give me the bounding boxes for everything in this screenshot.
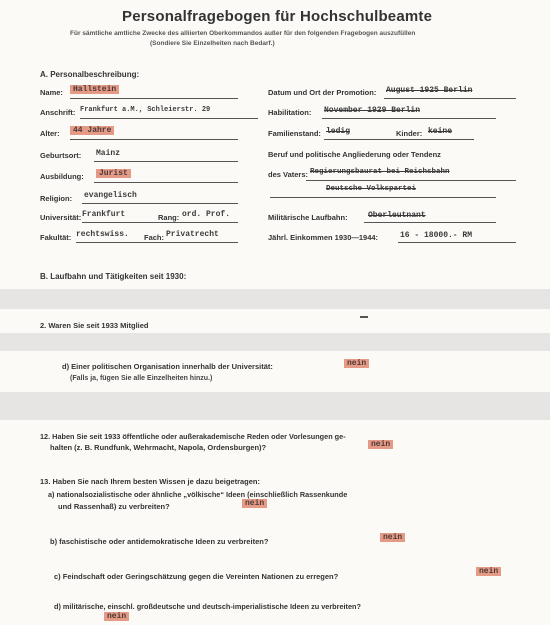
university-label: Universität: — [40, 213, 82, 222]
question-13c-answer: nein — [476, 567, 501, 576]
university-value: Frankfurt — [82, 210, 126, 219]
form-title: Personalfragebogen für Hochschulbeamte — [122, 8, 433, 25]
address-label: Anschrift: — [40, 108, 76, 117]
income-label: Jährl. Einkommen 1930—1944: — [268, 233, 379, 242]
age-label: Alter: — [40, 129, 60, 138]
father-label: des Vaters: — [268, 170, 309, 179]
question-13a-answer: nein — [242, 499, 267, 508]
question-13a-text-line2: und Rassenhaß) zu verbreiten? — [58, 502, 170, 511]
marital-status-label: Familienstand: — [268, 129, 321, 138]
question-13a-text-line1: a) nationalsozialistische oder ähnliche „völkische“ Ideen (einschließlich Rassenkunde — [48, 490, 348, 499]
question-13d-answer: nein — [104, 612, 129, 621]
education-label: Ausbildung: — [40, 172, 84, 181]
children-value: keine — [428, 127, 453, 136]
question-12-text-line2: halten (z. B. Rundfunk, Wehrmacht, Napola, Ordensburgen)? — [50, 443, 267, 452]
faculty-label: Fakultät: — [40, 233, 72, 242]
religion-label: Religion: — [40, 194, 73, 203]
faculty-value: rechtswiss. — [76, 230, 129, 239]
religion-value: evangelisch — [84, 191, 137, 200]
father-party-value: Deutsche Volkspartei — [326, 185, 417, 193]
question-d-note: (Falls ja, fügen Sie alle Einzelheiten hinzu.) — [70, 375, 213, 382]
name-value: Hallstein — [70, 85, 119, 94]
habilitation-label: Habilitation: — [268, 108, 312, 117]
name-label: Name: — [40, 88, 63, 97]
question-12-text-line1: 12. Haben Sie seit 1933 öffentliche oder außerakademische Reden oder Vorlesungen ge- — [40, 432, 346, 441]
question-13d-text: d) militärische, einschl. großdeutsche und deutsch-imperialistische Ideen zu verbreiten? — [54, 602, 361, 611]
military-value: Oberleutnant — [368, 211, 426, 220]
rank-label: Rang: — [158, 213, 180, 222]
question-13c-text: c) Feindschaft oder Geringschätzung gegen die Vereinten Nationen zu erregen? — [54, 572, 339, 581]
rank-value: ord. Prof. — [182, 210, 231, 219]
military-label: Militärische Laufbahn: — [268, 213, 348, 222]
subject-label: Fach: — [144, 233, 165, 242]
question-2-text: 2. Waren Sie seit 1933 Mitglied — [40, 321, 149, 330]
children-label: Kinder: — [396, 129, 423, 138]
marital-status-value: ledig — [326, 127, 351, 136]
address-value: Frankfurt a.M., Schleierstr. 29 — [80, 106, 211, 114]
promotion-value: August 1925 Berlin — [386, 86, 473, 95]
father-occupation-label: Beruf und politische Angliederung oder Tendenz — [268, 150, 441, 159]
redacted-band — [0, 289, 550, 309]
father-occupation-value: Regierungsbaurat bei Reichsbahn — [310, 168, 450, 176]
income-value: 16 - 18000.- RM — [400, 231, 473, 240]
redacted-band — [0, 392, 550, 420]
form-subtitle: Für sämtliche amtliche Zwecke des alliierten Oberkommandos außer für den folgenden Fragebogen auszufüllen — [70, 30, 416, 37]
education-value: Jurist — [96, 169, 131, 178]
subject-value: Privatrecht — [166, 230, 219, 239]
birthplace-label: Geburtsort: — [40, 151, 82, 160]
promotion-label: Datum und Ort der Promotion: — [268, 88, 377, 97]
habilitation-value: November 1929 Berlin — [324, 106, 421, 115]
question-13b-text: b) faschistische oder antidemokratische Ideen zu verbreiten? — [50, 537, 269, 546]
birthplace-value: Mainz — [96, 149, 121, 158]
age-value: 44 Jahre — [70, 126, 114, 135]
section-a-heading: A. Personalbeschreibung: — [40, 70, 140, 79]
question-13-intro: 13. Haben Sie nach Ihrem besten Wissen je dazu beigetragen: — [40, 477, 260, 486]
question-d-answer: nein — [344, 359, 369, 368]
redacted-band — [0, 333, 550, 351]
question-12-answer: nein — [368, 440, 393, 449]
question-d-text: d) Einer politischen Organisation innerhalb der Universität: — [62, 362, 273, 371]
question-13b-answer: nein — [380, 533, 405, 542]
form-subtitle-note: (Sondiere Sie Einzelheiten nach Bedarf.) — [150, 40, 275, 47]
section-b-heading: B. Laufbahn und Tätigkeiten seit 1930: — [40, 272, 187, 281]
